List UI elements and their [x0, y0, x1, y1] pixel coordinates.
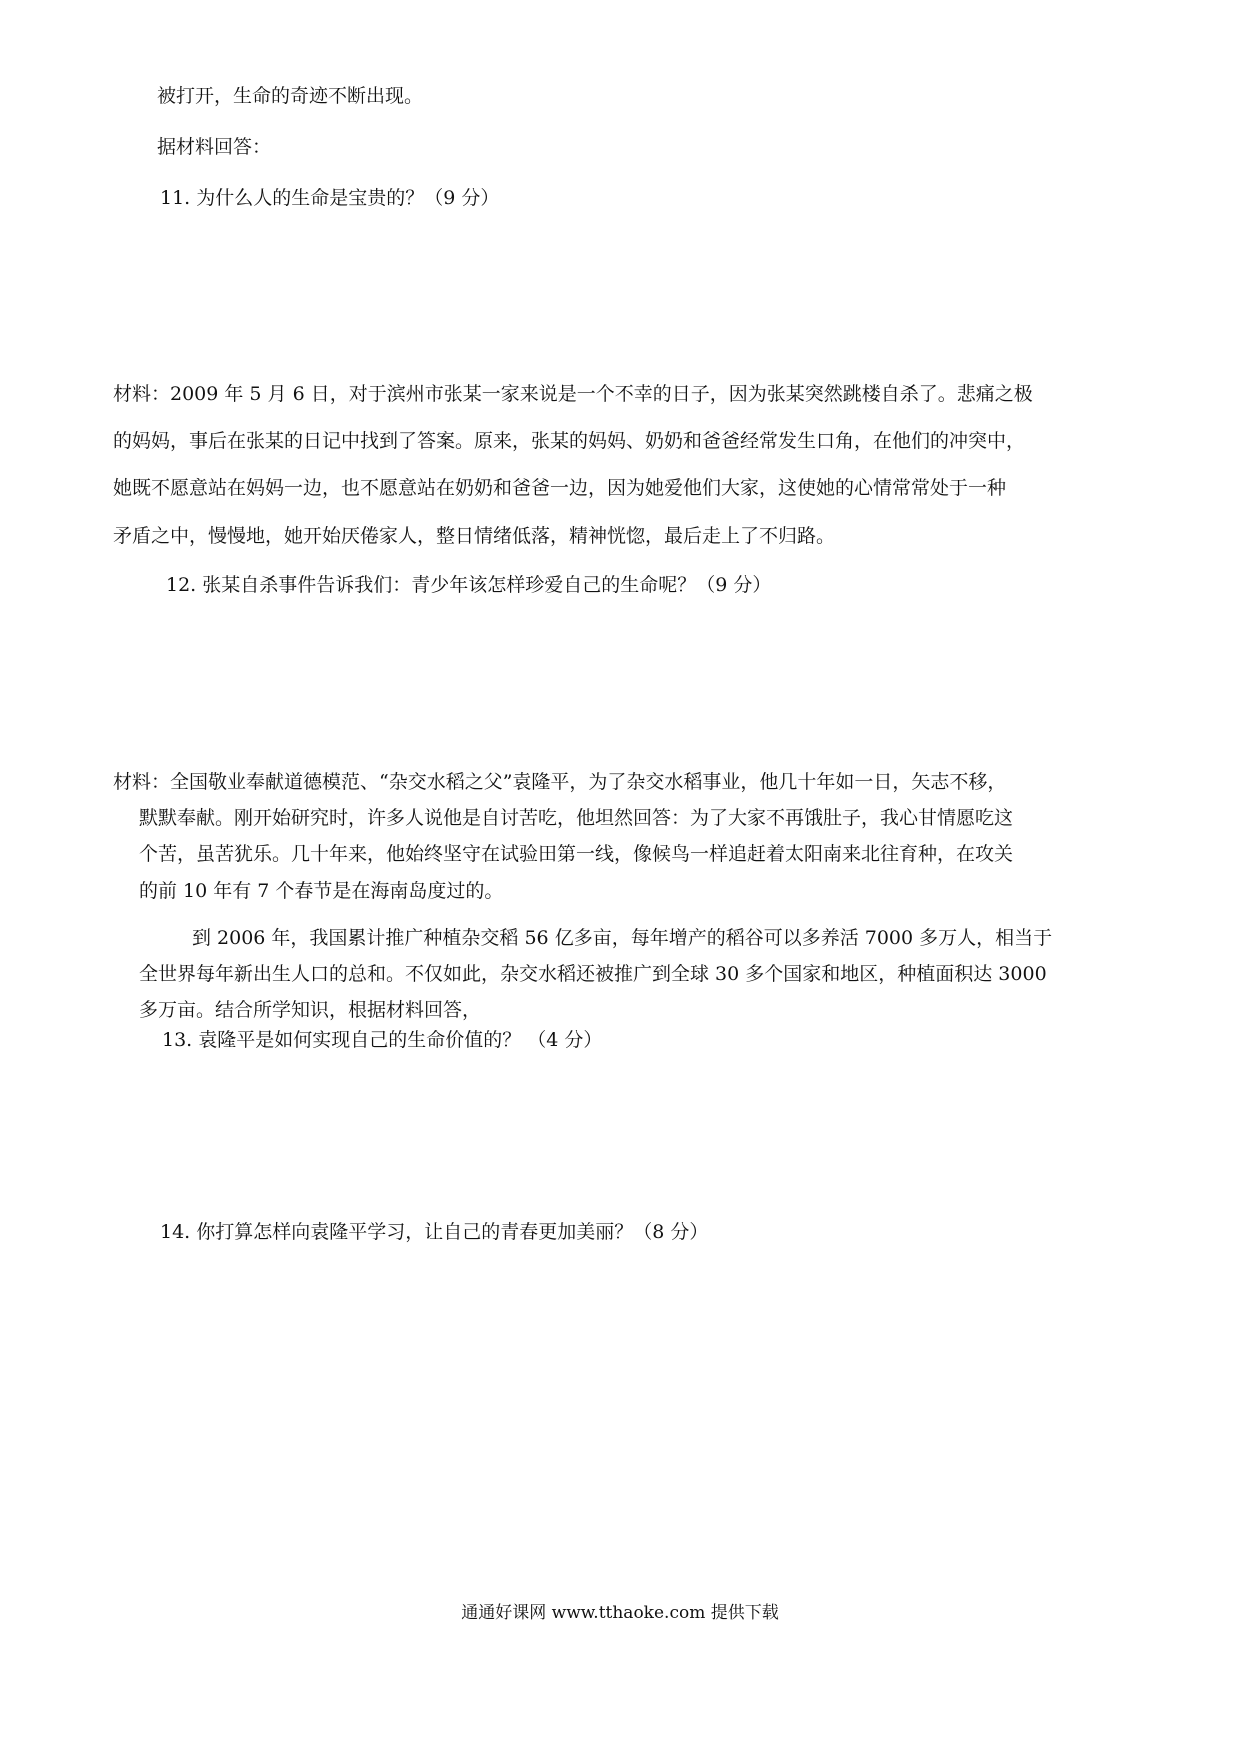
answer-prompt: 据材料回答： — [157, 136, 272, 158]
material-3-line: 默默奉献。刚开始研究时，许多人说他是自讨苦吃，他坦然回答：为了大家不再饿肚子，我心甘情愿吃这 — [139, 807, 1014, 829]
question-11: 11. 为什么人的生命是宝贵的？（9 分） — [160, 187, 500, 209]
question-13: 13. 袁隆平是如何实现自己的生命价值的？ （4 分） — [162, 1029, 603, 1051]
material-continuation: 被打开，生命的奇迹不断出现。 — [157, 85, 424, 107]
question-14: 14. 你打算怎样向袁隆平学习，让自己的青春更加美丽？（8 分） — [160, 1221, 709, 1243]
material-3-line: 全世界每年新出生人口的总和。不仅如此，杂交水稻还被推广到全球 30 多个国家和地区，种植面积达 3000 — [139, 963, 1047, 985]
material-2-line: 的妈妈，事后在张某的日记中找到了答案。原来，张某的妈妈、奶奶和爸爸经常发生口角，在他们的冲突中， — [113, 430, 1026, 452]
material-2-line: 矛盾之中，慢慢地，她开始厌倦家人，整日情绪低落，精神恍惚，最后走上了不归路。 — [113, 525, 836, 547]
page-footer: 通通好课网 www.tthaoke.com 提供下载 — [461, 1603, 779, 1623]
material-2-line: 材料：2009 年 5 月 6 日，对于滨州市张某一家来说是一个不幸的日子，因为张某突然跳楼自杀了。悲痛之极 — [113, 383, 1033, 405]
material-2-line: 她既不愿意站在妈妈一边，也不愿意站在奶奶和爸爸一边，因为她爱他们大家，这使她的心情常常处于一种 — [113, 477, 1007, 499]
material-3-line: 的前 10 年有 7 个春节是在海南岛度过的。 — [139, 880, 504, 902]
material-3-line: 到 2006 年，我国累计推广种植杂交稻 56 亿多亩，每年增产的稻谷可以多养活 7000 多万人，相当于 — [192, 927, 1053, 949]
material-3-line: 材料：全国敬业奉献道德模范、“杂交水稻之父”袁隆平，为了杂交水稻事业，他几十年如一日，矢志不移， — [113, 771, 1007, 793]
material-3-line: 多万亩。结合所学知识，根据材料回答， — [139, 999, 482, 1021]
question-12: 12. 张某自杀事件告诉我们：青少年该怎样珍爱自己的生命呢？（9 分） — [166, 574, 772, 596]
material-3-line: 个苦，虽苦犹乐。几十年来，他始终坚守在试验田第一线，像候鸟一样追赶着太阳南来北往育种，在攻关 — [139, 843, 1014, 865]
